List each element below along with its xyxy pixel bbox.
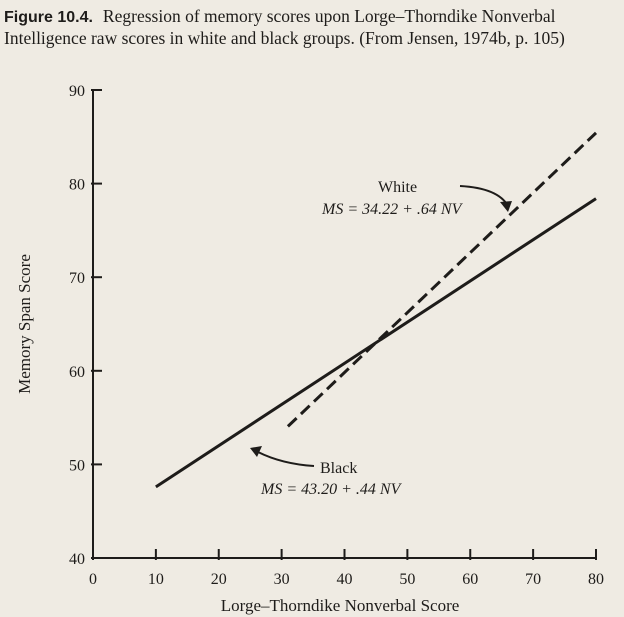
figure-caption-text: Regression of memory scores upon Lorge–Thorndike Nonverbal Intelligence raw scores in white and black groups. (From Jensen, 1974b, p. 105) bbox=[4, 6, 565, 48]
chart-axes bbox=[15, 83, 604, 615]
x-tick-label: 0 bbox=[89, 571, 97, 588]
x-tick-label: 40 bbox=[336, 571, 353, 588]
y-axis-title: Memory Span Score bbox=[15, 254, 34, 394]
x-tick-label: 30 bbox=[273, 571, 290, 588]
x-tick-label: 10 bbox=[147, 571, 164, 588]
arrowhead-black bbox=[250, 446, 262, 457]
y-tick-label: 50 bbox=[69, 457, 85, 475]
y-tick-label: 60 bbox=[69, 363, 85, 381]
x-tick-label: 60 bbox=[462, 571, 479, 588]
arrow-black bbox=[258, 452, 314, 466]
x-tick-label: 50 bbox=[399, 571, 416, 588]
x-axis-title: Lorge–Thorndike Nonverbal Score bbox=[220, 596, 460, 615]
x-tick-label: 20 bbox=[210, 571, 227, 588]
x-tick-label: 70 bbox=[525, 571, 542, 588]
y-tick-label: 80 bbox=[69, 176, 85, 194]
arrowhead-white bbox=[500, 201, 512, 212]
arrow-white bbox=[460, 186, 508, 206]
x-tick-label: 80 bbox=[588, 571, 604, 588]
y-tick-label: 40 bbox=[69, 551, 85, 568]
figure-label: Figure 10.4. bbox=[4, 9, 93, 26]
chart-series bbox=[156, 133, 596, 487]
series-name-black: Black bbox=[320, 460, 358, 477]
y-tick-label: 90 bbox=[69, 83, 85, 100]
series-line-black bbox=[156, 199, 596, 487]
equation-white: MS = 34.22 + .64 NV bbox=[322, 201, 462, 218]
series-name-white: White bbox=[378, 179, 418, 196]
equation-black: MS = 43.20 + .44 NV bbox=[261, 481, 401, 498]
y-tick-label: 70 bbox=[69, 270, 85, 288]
series-line-white bbox=[288, 133, 596, 427]
